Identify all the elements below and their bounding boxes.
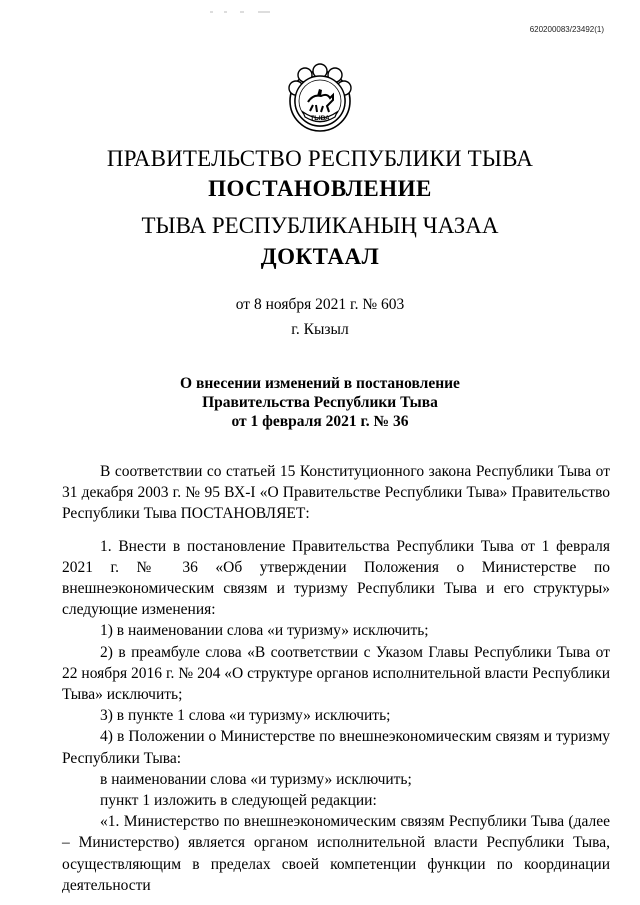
subject-heading bbox=[0, 374, 640, 431]
tuva-emblem-icon bbox=[283, 62, 357, 136]
paragraph-preamble: В соответствии со статьей 15 Конституционного закона Республики Тыва от 31 декабря 2003 г. № 95 ВХ-I «О Правительстве Республики Тыва» Правительство Республики Тыва ПОСТАНОВЛЯЕТ: bbox=[62, 463, 610, 523]
scan-artifact bbox=[210, 10, 280, 14]
paragraph-subitem-4a: в наименовании слова «и туризму» исключить; bbox=[100, 770, 412, 788]
date-and-number: от 8 ноября 2021 г. № 603 bbox=[235, 296, 405, 313]
subject-line-1: О внесении изменений в постановление bbox=[180, 375, 460, 392]
paragraph-subitem-4b: пункт 1 изложить в следующей редакции: bbox=[100, 792, 377, 810]
subject-line-2: Правительства Республики Тыва bbox=[202, 394, 438, 411]
document-body bbox=[62, 461, 610, 896]
government-title-tuvan: ТЫВА РЕСПУБЛИКАНЫҢ ЧАЗАА bbox=[141, 213, 499, 238]
document-type-title: ПОСТАНОВЛЕНИЕ bbox=[208, 176, 432, 201]
paragraph-item-1: 1. Внести в постановление Правительства Республики Тыва от 1 февраля 2021 г. № 36 «Об утверждении Положения о Министерстве по внешнеэкономическим связям и туризму Республики Тыва и его структуры» следующие изменения: bbox=[62, 537, 610, 619]
document-type-title-tuvan: ДОКТААЛ bbox=[260, 244, 380, 269]
city: г. Кызыл bbox=[291, 321, 349, 338]
emblem-label: ТЫВА bbox=[310, 115, 330, 122]
document-number: 620200083/23492(1) bbox=[529, 25, 604, 34]
paragraph-subitem-3: 3) в пункте 1 слова «и туризму» исключить; bbox=[100, 707, 391, 725]
government-title: ПРАВИТЕЛЬСТВО РЕСПУБЛИКИ ТЫВА bbox=[106, 146, 534, 171]
paragraph-quoted-clause: «1. Министерство по внешнеэкономическим связям Республики Тыва (далее – Министерство) является органом исполнительной власти Республики Тыва, осуществляющим в пределах своей компетенции функции по координации деятельности bbox=[62, 813, 610, 894]
paragraph-subitem-1: 1) в наименовании слова «и туризму» исключить; bbox=[100, 622, 429, 640]
paragraph-subitem-2: 2) в преамбуле слова «В соответствии с Указом Главы Республики Тыва от 22 ноября 2016 г. № 204 «О структуре органов исполнительной власти Республики Тыва» исключить; bbox=[62, 643, 610, 704]
paragraph-subitem-4: 4) в Положении о Министерстве по внешнеэкономическим связям и туризму Республики Тыва: bbox=[62, 728, 610, 767]
subject-line-3: от 1 февраля 2021 г. № 36 bbox=[231, 413, 409, 430]
